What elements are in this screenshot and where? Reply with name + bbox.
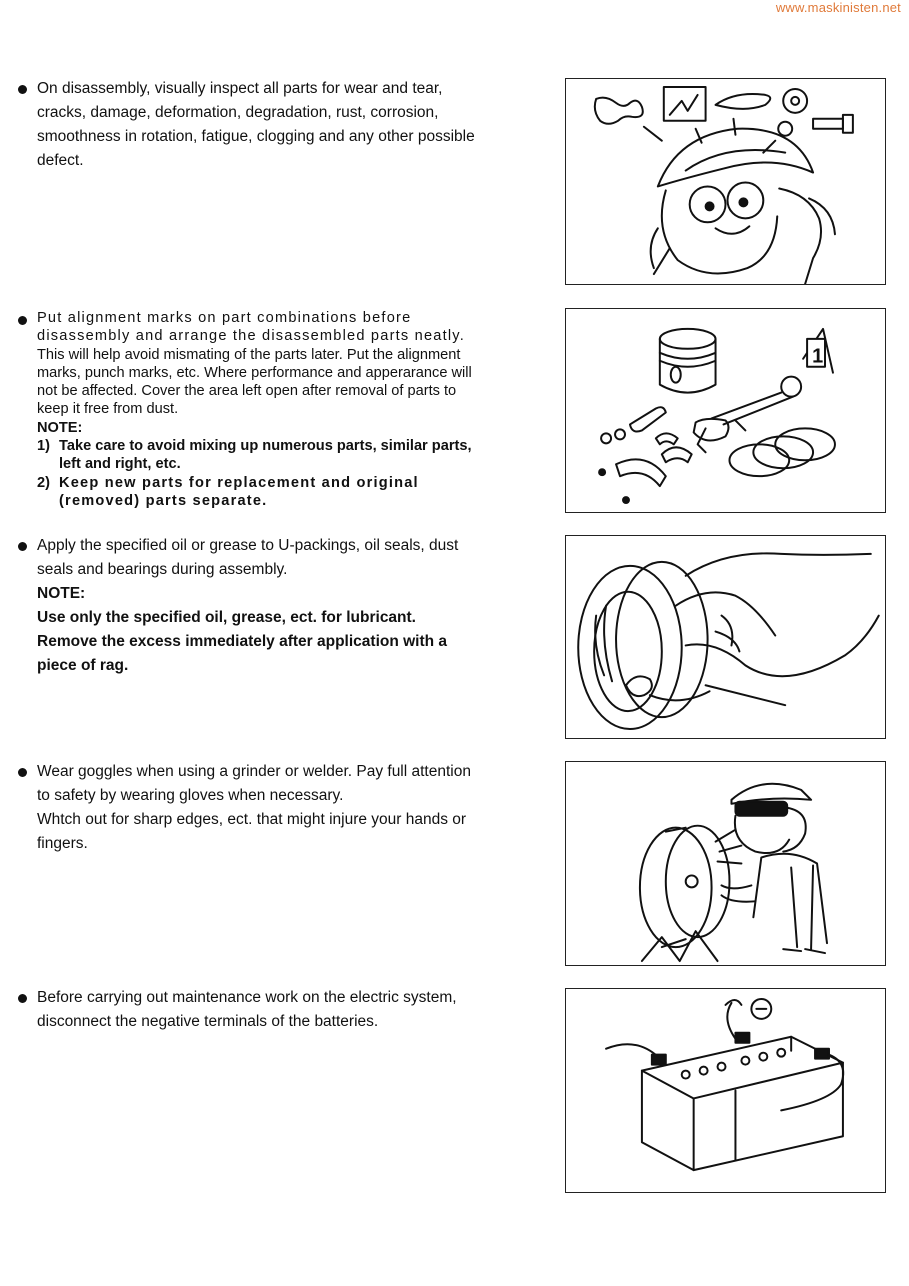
- note-line: Remove the excess immediately after application with a piece of rag.: [37, 633, 448, 674]
- note-item: [37, 474, 486, 511]
- section-text: [37, 986, 486, 1034]
- inspecting-parts-illustration: [565, 78, 886, 285]
- note-item-text: Keep new parts for replacement and original (removed) parts separate.: [59, 474, 419, 509]
- paragraph: Put alignment marks on part combinations before disassembly and arrange the disassembled parts neatly.: [37, 310, 465, 345]
- section-text: [37, 77, 486, 173]
- paragraph: Whtch out for sharp edges, ect. that might injure your hands or fingers.: [37, 811, 467, 852]
- section-text: [37, 534, 486, 678]
- section-inspect: [14, 77, 486, 173]
- note-label: NOTE:: [37, 419, 83, 436]
- note-label: NOTE:: [37, 585, 86, 602]
- note-item: [37, 437, 486, 474]
- bullet-icon: [18, 85, 27, 94]
- paragraph: This will help avoid mismating of the parts later. Put the alignment marks, punch marks, etc. Where performance and apperarance will not be affected. Cover the area left open after removal of parts to keep it free from dust.: [37, 346, 472, 418]
- figure-label: 1: [812, 345, 824, 368]
- note-item-number: 1): [37, 438, 50, 455]
- note-item-number: 2): [37, 474, 50, 491]
- section-alignment-marks: [14, 309, 486, 510]
- section-electric: [14, 986, 486, 1034]
- note-item-text: Take care to avoid mixing up numerous parts, similar parts, left and right, etc.: [59, 438, 472, 473]
- section-lubrication: [14, 534, 486, 678]
- bullet-icon: [18, 768, 27, 777]
- bullet-icon: [18, 542, 27, 551]
- bullet-icon: [18, 316, 27, 325]
- disassembled-parts-illustration: [565, 308, 886, 513]
- battery-disconnect-illustration: [565, 988, 886, 1193]
- note-line: Use only the specified oil, grease, ect. for lubricant.: [37, 609, 416, 626]
- section-text: [37, 760, 486, 856]
- paragraph: Wear goggles when using a grinder or welder. Pay full attention to safety by wearing gloves when necessary.: [37, 763, 471, 804]
- grinder-safety-illustration: [565, 761, 886, 966]
- paragraph: On disassembly, visually inspect all parts for wear and tear, cracks, damage, deformation, degradation, rust, corrosion, smoothness in rotation, fatigue, clogging and any other possible defect.: [37, 80, 475, 169]
- greasing-seal-illustration: [565, 535, 886, 739]
- section-text: [37, 309, 486, 510]
- section-safety: [14, 760, 486, 856]
- paragraph: Before carrying out maintenance work on the electric system, disconnect the negative terminals of the batteries.: [37, 989, 457, 1030]
- watermark[interactable]: www.maskinisten.net: [775, 0, 901, 15]
- bullet-icon: [18, 994, 27, 1003]
- paragraph: Apply the specified oil or grease to U-packings, oil seals, dust seals and bearings during assembly.: [37, 537, 459, 578]
